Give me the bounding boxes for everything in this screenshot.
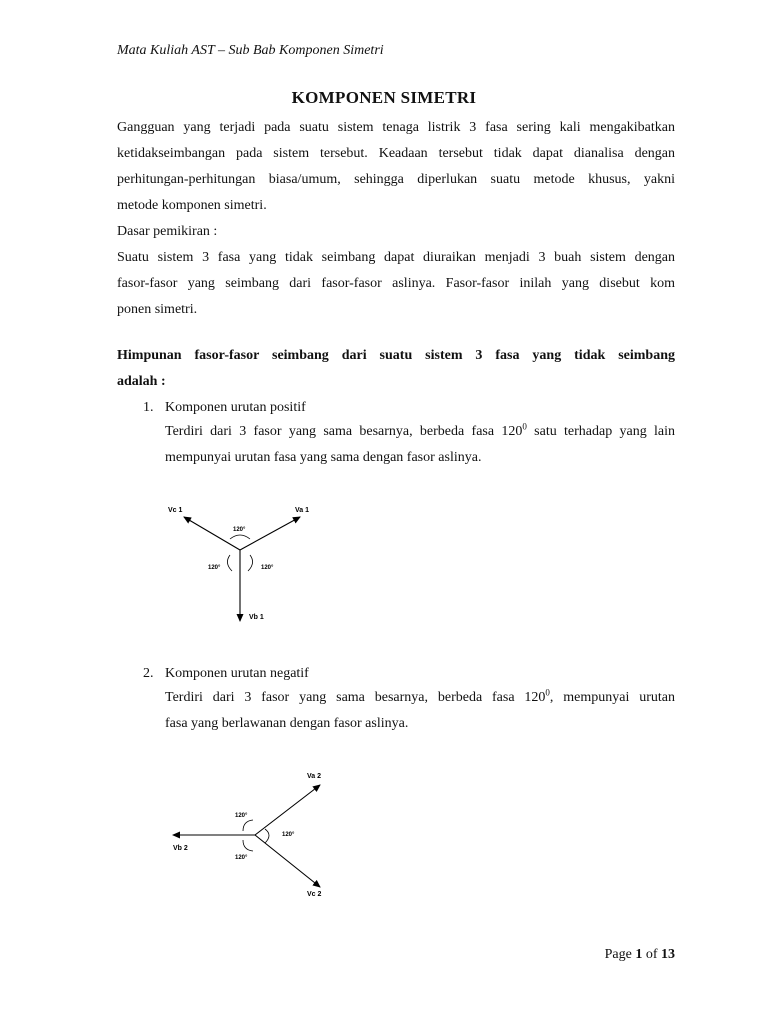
- item2-title: Komponen urutan negatif: [165, 666, 309, 681]
- vc2-label: Vc 2: [307, 891, 322, 898]
- angle-label: 120°: [282, 832, 295, 838]
- dasar-line: fasor-fasor yang seimbang dari fasor-fasor aslinya. Fasor-fasor inilah yang disebut kom: [117, 276, 675, 291]
- angle-label: 120°: [261, 565, 274, 571]
- item1-text-a: Terdiri dari 3 fasor yang sama besarnya, berbeda fasa 120: [165, 424, 523, 439]
- item2-degree: 0: [545, 687, 550, 698]
- item2-text-line2: fasa yang berlawanan dengan fasor aslinya.: [165, 716, 409, 731]
- item2-text-a: Terdiri dari 3 fasor yang sama besarnya, berbeda fasa 120: [165, 690, 546, 705]
- angle-label: 120°: [233, 527, 246, 533]
- vc2-phasor: [255, 835, 320, 887]
- page-footer: [605, 947, 675, 963]
- dasar-line: ponen simetri.: [117, 302, 198, 317]
- dasar-line: Suatu sistem 3 fasa yang tidak seimbang dapat diuraikan menjadi 3 buah sistem dengan: [117, 250, 675, 265]
- angle-arc-icon: [243, 820, 253, 831]
- angle-label: 120°: [235, 813, 248, 819]
- item1-text-b: satu terhadap yang lain: [526, 424, 676, 439]
- angle-arc-icon: [227, 555, 232, 571]
- angle-arc-icon: [230, 535, 250, 539]
- dasar-label: Dasar pemikiran :: [117, 224, 218, 239]
- intro-line: metode komponen simetri.: [117, 198, 267, 213]
- intro-line: ketidakseimbangan pada sistem tersebut. Keadaan tersebut tidak dapat dianalisa dengan: [117, 146, 675, 161]
- page-header: Mata Kuliah AST – Sub Bab Komponen Simetri: [117, 43, 384, 58]
- himpunan-line: Himpunan fasor-fasor seimbang dari suatu sistem 3 fasa yang tidak seimbang: [117, 348, 675, 363]
- footer-total-pages: 13: [661, 947, 675, 962]
- angle-arc-icon: [243, 840, 253, 851]
- page-title: KOMPONEN SIMETRI: [291, 88, 477, 107]
- item1-number: 1.: [143, 400, 154, 415]
- himpunan-heading: [117, 343, 675, 395]
- angle-label: 120°: [208, 565, 221, 571]
- dasar-paragraph: [117, 219, 675, 323]
- item1-degree: 0: [522, 421, 527, 432]
- va1-label: Va 1: [295, 507, 310, 514]
- item2-description: [165, 685, 675, 737]
- va2-label: Va 2: [307, 773, 322, 780]
- item1-title: Komponen urutan positif: [165, 400, 306, 415]
- intro-line: perhitungan-perhitungan biasa/umum, sehingga diperlukan suatu metode khusus, yakni: [117, 172, 675, 187]
- va2-phasor: [255, 785, 320, 835]
- angle-label: 120°: [235, 855, 248, 861]
- intro-paragraph: [117, 115, 675, 219]
- footer-middle: of: [642, 947, 661, 962]
- vc1-label: Vc 1: [168, 507, 183, 514]
- angle-arc-icon: [265, 829, 269, 843]
- negative-sequence-diagram: [165, 765, 345, 905]
- footer-prefix: Page: [604, 947, 636, 962]
- himpunan-line: adalah :: [117, 374, 166, 389]
- item1-description: [165, 419, 675, 471]
- item1-text-line2: mempunyai urutan fasa yang sama dengan fasor aslinya.: [165, 450, 482, 465]
- positive-sequence-diagram: [160, 495, 340, 635]
- intro-line: Gangguan yang terjadi pada suatu sistem tenaga listrik 3 fasa sering kali mengakibatkan: [117, 120, 675, 135]
- angle-arc-icon: [248, 555, 253, 571]
- vc1-phasor: [184, 517, 240, 550]
- item2-number: 2.: [143, 666, 154, 681]
- va1-phasor: [240, 517, 300, 550]
- footer-current-page: 1: [635, 947, 643, 962]
- vb1-label: Vb 1: [249, 614, 264, 621]
- item2-text-b: , mempunyai urutan: [549, 690, 675, 705]
- vb2-label: Vb 2: [173, 845, 188, 852]
